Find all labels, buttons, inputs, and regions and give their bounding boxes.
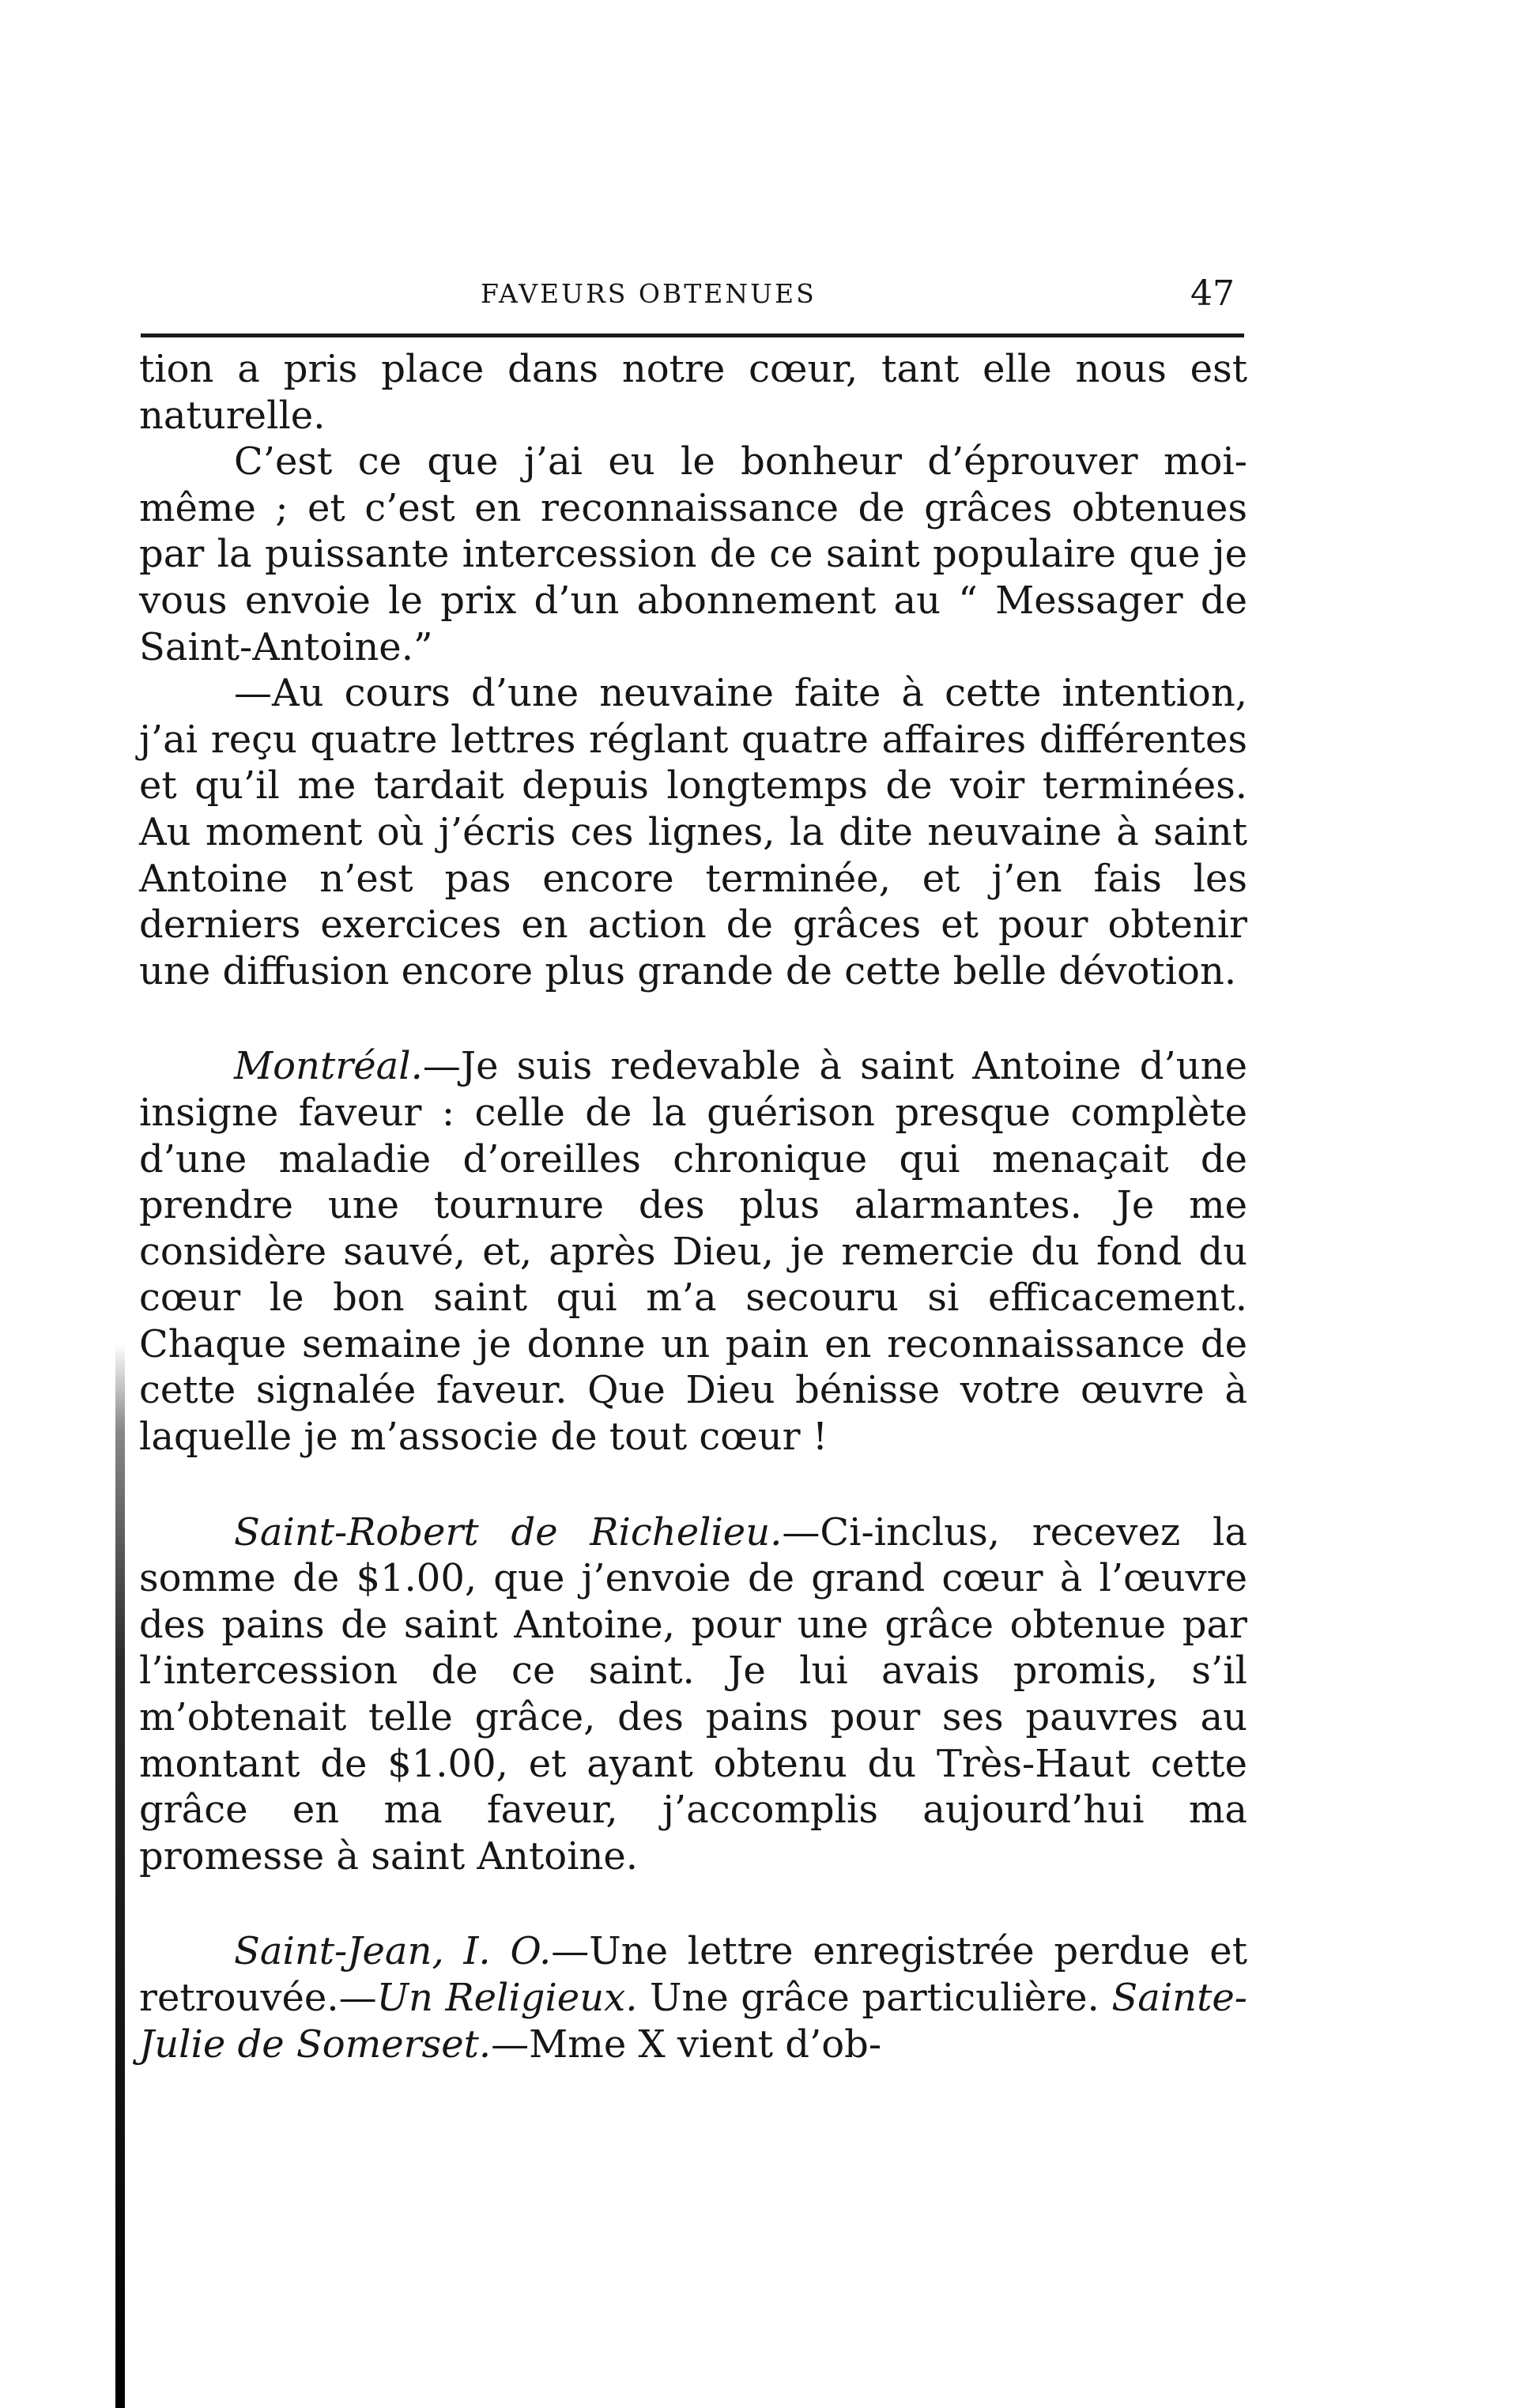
place-name: Sainte-Julie de Somerset. (139, 1976, 1247, 2067)
paragraph: C’est ce que j’ai eu le bonheur d’éprouver moi-même ; et c’est en reconnaissance de grâces obtenues par la puissante intercession de ce saint populaire que je vous envoie le prix d’un abonnement au “ Messager de Saint-Antoine.” (139, 439, 1247, 669)
header-rule (141, 334, 1244, 337)
page-number: 47 (1190, 273, 1235, 314)
signature-name: Un Religieux. (376, 1976, 638, 2020)
place-name: Saint-Robert de Richelieu. (234, 1509, 783, 1554)
body-text (139, 346, 1247, 2067)
scan-margin-shadow (115, 1343, 125, 2408)
paragraph-continuation: tion a pris place dans notre cœur, tant elle nous est naturelle. (139, 347, 1247, 438)
testimony-montreal: Montréal.—Je suis redevable à saint Antoine d’une insigne faveur : celle de la guérison presque complète d’une maladie d’oreilles chronique qui menaçait de prendre une tournure des plus alarmantes. Je me considère sauvé, et, après Dieu, je remercie du fond du cœur le bon saint qui m’a secouru si efficacement. Chaque semaine je donne un pain en reconnaissance de cette signalée faveur. Que Dieu bénisse votre œuvre à laquelle je m’associe de tout cœur ! (139, 1044, 1247, 1460)
paragraph: —Au cours d’une neuvaine faite à cette intention, j’ai reçu quatre lettres réglant quatre affaires différentes et qu’il me tardait depuis longtemps de voir terminées. Au moment où j’écris ces lignes, la dite neuvaine à saint Antoine n’est pas encore terminée, et j’en fais les derniers exercices en action de grâces et pour obtenir une diffusion encore plus grande de cette belle dévotion. (139, 671, 1247, 993)
place-name: Saint-Jean, I. O. (234, 1929, 552, 1974)
page-header (141, 273, 1244, 326)
running-title: FAVEURS OBTENUES (481, 278, 817, 309)
testimony-saint-jean: Saint-Jean, I. O.—Une lettre enregistrée perdue et retrouvée.—Un Religieux. Une grâce particulière. Sainte-Julie de Somerset.—Mme X vient d’ob- (139, 1929, 1247, 2067)
place-name: Montréal. (234, 1044, 423, 1089)
testimony-saint-robert: Saint-Robert de Richelieu.—Ci-inclus, recevez la somme de $1.00, que j’envoie de grand cœur à l’œuvre des pains de saint Antoine, pour une grâce obtenue par l’intercession de ce saint. Je lui avais promis, s’il m’obtenait telle grâce, des pains pour ses pauvres au montant de $1.00, et ayant obtenu du Très-Haut cette grâce en ma faveur, j’accomplis aujourd’hui ma promesse à saint Antoine. (139, 1509, 1247, 1879)
